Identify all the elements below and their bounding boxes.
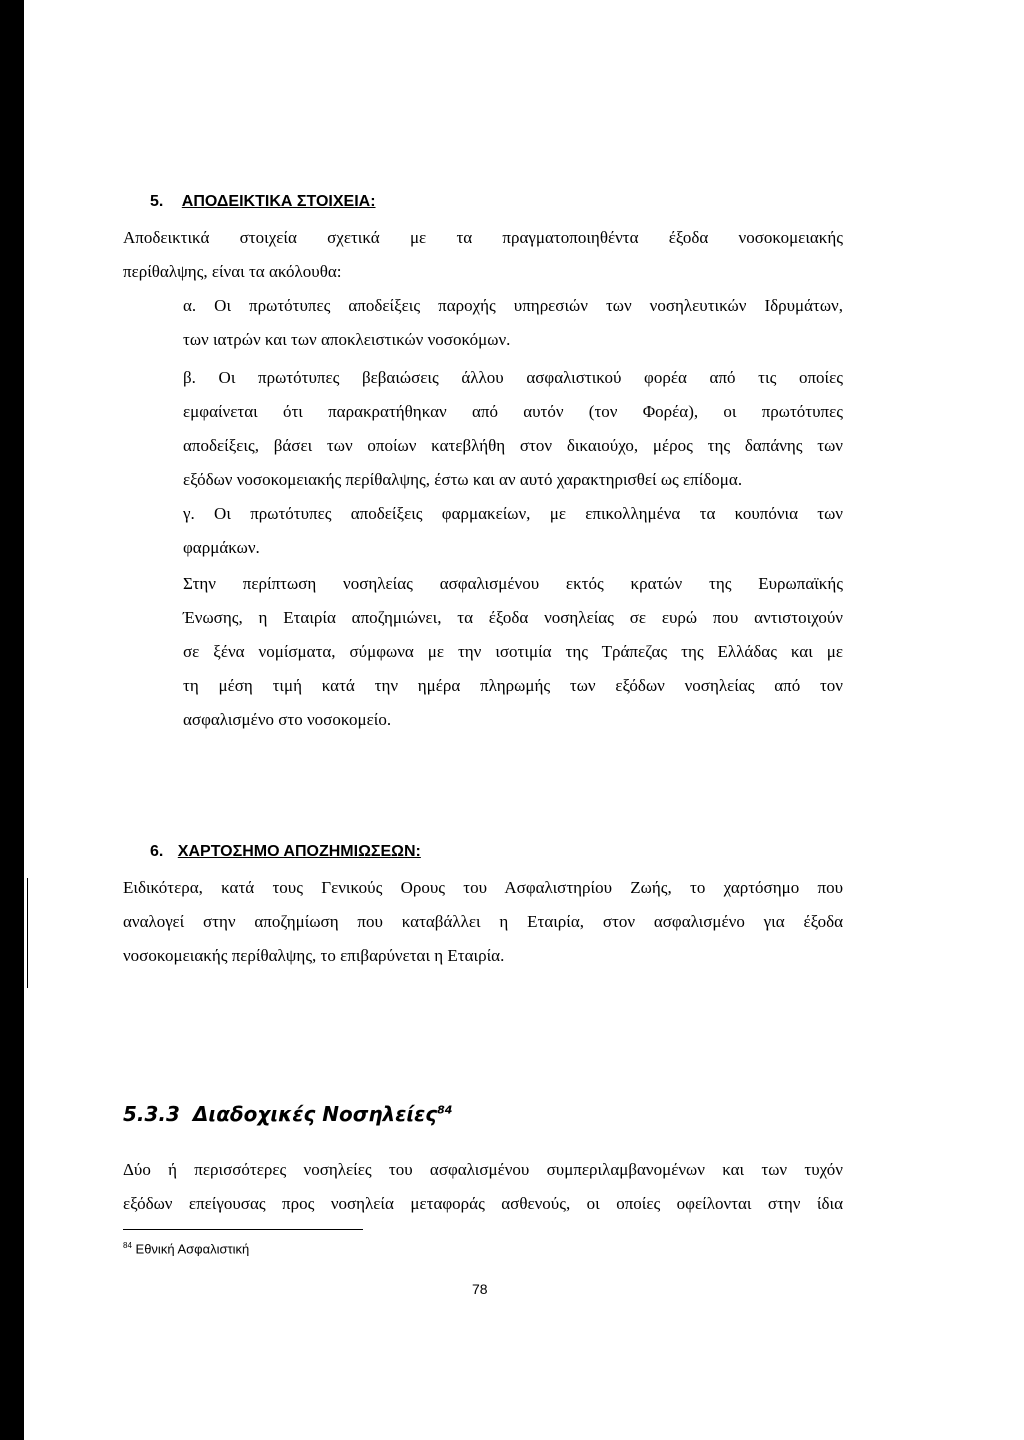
- paragraph-line-1: Στην περίπτωση νοσηλείας ασφαλισμένου εκτός κρατών της Ευρωπαϊκής: [183, 574, 843, 593]
- section-6-title: ΧΑΡΤΟΣΗΜΟ ΑΠΟΖΗΜΙΩΣΕΩΝ:: [177, 843, 421, 860]
- section-6-heading: [150, 842, 421, 862]
- footnote-reference: 84: [437, 1103, 453, 1117]
- footnote-text: Εθνική Ασφαλιστική: [135, 1241, 250, 1257]
- margin-rule: [27, 878, 28, 988]
- paragraph-line-5: ασφαλισμένο στο νοσοκομείο.: [183, 710, 392, 729]
- item-b-line-4: εξόδων νοσοκομειακής περίθαλψης, έστω και αν αυτό χαρακτηρισθεί ως επίδομα.: [183, 470, 743, 489]
- section-5-intro-line-1: Αποδεικτικά στοιχεία σχετικά με τα πραγματοποιηθέντα έξοδα νοσοκομειακής: [123, 228, 843, 247]
- section-5-number: 5.: [150, 193, 164, 210]
- item-b-line-1: β. Οι πρωτότυπες βεβαιώσεις άλλου ασφαλιστικού φορέα από τις οποίες: [183, 368, 843, 387]
- section-6-line-1: Ειδικότερα, κατά τους Γενικούς Ορους του Ασφαλιστηρίου Ζωής, το χαρτόσημο που: [123, 878, 843, 897]
- item-a-line-2: των ιατρών και των αποκλειστικών νοσοκόμων.: [183, 330, 511, 349]
- footnote: [123, 1241, 249, 1256]
- paragraph-line-4: τη μέση τιμή κατά την ημέρα πληρωμής των εξόδων νοσηλείας από τον: [183, 676, 843, 695]
- section-533-line-1: Δύο ή περισσότερες νοσηλείες του ασφαλισμένου συμπεριλαμβανομένων και των τυχόν: [123, 1160, 843, 1179]
- section-6-line-2: αναλογεί στην αποζημίωση που καταβάλλει η Εταιρία, στον ασφαλισμένο για έξοδα: [123, 912, 843, 931]
- section-6-number: 6.: [150, 843, 164, 860]
- document-page: [24, 0, 1024, 1440]
- item-a-line-1: α. Οι πρωτότυπες αποδείξεις παροχής υπηρεσιών των νοσηλευτικών Ιδρυμάτων,: [183, 296, 843, 315]
- section-6-line-3: νοσοκομειακής περίθαλψης, το επιβαρύνεται η Εταιρία.: [123, 946, 505, 965]
- section-533-line-2: εξόδων επείγουσας προς νοσηλεία μεταφοράς ασθενούς, οι οποίες οφείλονται στην ίδια: [123, 1194, 843, 1213]
- item-c-line-2: φαρμάκων.: [183, 538, 260, 557]
- paragraph-line-3: σε ξένα νομίσματα, σύμφωνα με την ισοτιμία της Τράπεζας της Ελλάδας και με: [183, 642, 843, 661]
- item-b-line-2: εμφαίνεται ότι παρακρατήθηκαν από αυτόν (τον Φορέα), οι πρωτότυπες: [183, 402, 843, 421]
- section-5-intro-line-2: περίθαλψης, είναι τα ακόλουθα:: [123, 262, 342, 281]
- section-5-title: ΑΠΟΔΕΙΚΤΙΚΑ ΣΤΟΙΧΕΙΑ:: [181, 193, 376, 210]
- section-533-title: Διαδοχικές Νοσηλείες: [192, 1102, 438, 1126]
- footnote-divider: [123, 1229, 363, 1230]
- section-533-heading: [123, 1102, 452, 1126]
- paragraph-line-2: Ένωσης, η Εταιρία αποζημιώνει, τα έξοδα νοσηλείας σε ευρώ που αντιστοιχούν: [183, 608, 843, 627]
- section-533-number: 5.3.3: [123, 1102, 180, 1126]
- item-b-line-3: αποδείξεις, βάσει των οποίων κατεβλήθη στον δικαιούχο, μέρος της δαπάνης των: [183, 436, 843, 455]
- page-number: 78: [472, 1281, 488, 1297]
- item-c-line-1: γ. Οι πρωτότυπες αποδείξεις φαρμακείων, με επικολλημένα τα κουπόνια των: [183, 504, 843, 523]
- section-5-heading: [150, 192, 376, 212]
- footnote-marker: 84: [123, 1241, 132, 1250]
